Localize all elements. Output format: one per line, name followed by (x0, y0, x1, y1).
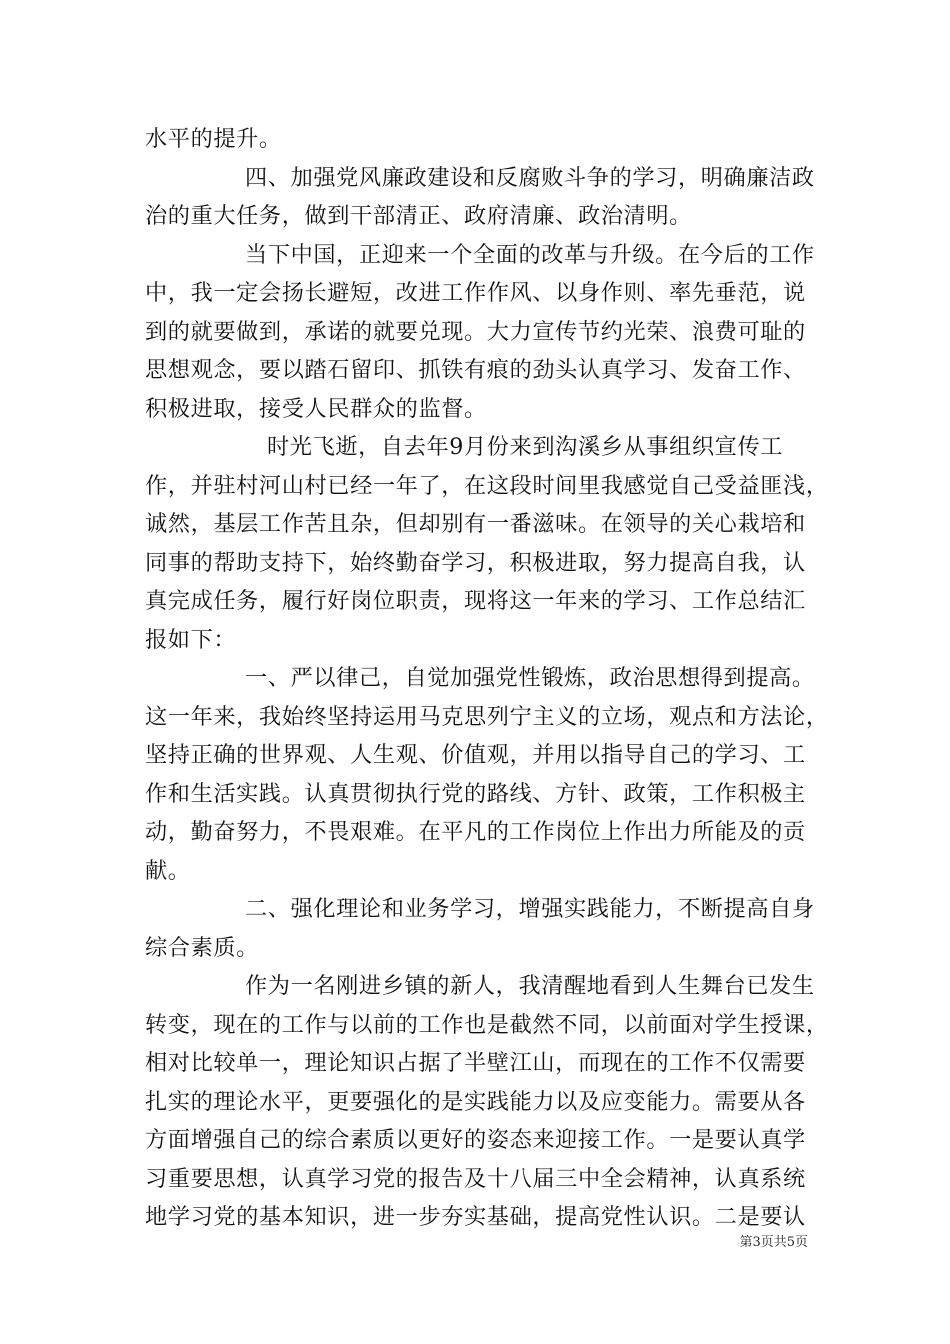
text-line: 地学习党的基本知识，进一步夯实基础，提高党性认识。二是要认 (145, 1204, 806, 1230)
text-line: 中，我一定会扬长避短，改进工作作风、以身作则、率先垂范，说 (145, 280, 806, 306)
text-line: 真完成任务，履行好岗位职责，现将这一年来的学习、工作总结汇 (145, 588, 806, 614)
text-line: 扎实的理论水平，更要强化的是实践能力以及应变能力。需要从各 (145, 1088, 806, 1115)
text-line: 诚然，基层工作苦且杂，但却别有一番滋味。在领导的关心栽培和 (145, 511, 806, 537)
text-line: 作和生活实践。认真贯彻执行党的路线、方针、政策，工作积极主 (145, 780, 806, 807)
text-line: 治的重大任务，做到干部清正、政府清廉、政治清明。 (145, 203, 692, 229)
text-line: 作为一名刚进乡镇的新人，我清醒地看到人生舞台已发生 (245, 973, 815, 999)
text-line: 习重要思想，认真学习党的报告及十八届三中全会精神，认真系统 (145, 1165, 806, 1192)
text-line: 动，勤奋努力，不畏艰难。在平凡的工作岗位上作出力所能及的贡 (145, 819, 806, 845)
text-line: 水平的提升。 (145, 126, 282, 152)
text-line: 方面增强自己的综合素质以更好的姿态来迎接工作。一是要认真学 (145, 1127, 806, 1153)
text-line: 积极进取，接受人民群众的监督。 (145, 395, 487, 422)
text-line: 当下中国，正迎来一个全面的改革与升级。在今后的工作 (245, 241, 815, 268)
text-line: 报如下： (145, 626, 237, 653)
page-number: 第3页共5页 (739, 1235, 808, 1250)
text-line: 坚持正确的世界观、人生观、价值观，并用以指导自己的学习、工 (145, 742, 806, 768)
text-line: 时光飞逝，自去年9月份来到沟溪乡从事组织宣传工 (267, 434, 784, 460)
text-line: 综合素质。 (145, 934, 259, 961)
text-line: 二、强化理论和业务学习，增强实践能力，不断提高自身 (245, 896, 815, 922)
text-line: 作，并驻村河山村已经一年了，在这段时间里我感觉自己受益匪浅， (145, 472, 829, 499)
text-line: 相对比较单一，理论知识占据了半壁江山，而现在的工作不仅需要 (145, 1050, 806, 1076)
text-line: 这一年来，我始终坚持运用马克思列宁主义的立场，观点和方法论， (145, 703, 829, 730)
text-line: 思想观念，要以踏石留印、抓铁有痕的劲头认真学习、发奋工作、 (145, 357, 806, 383)
text-line: 一、严以律己，自觉加强党性锻炼，政治思想得到提高。 (245, 665, 815, 691)
text-line: 同事的帮助支持下，始终勤奋学习，积极进取，努力提高自我，认 (145, 549, 806, 576)
text-line: 献。 (145, 857, 191, 884)
text-line: 四、加强党风廉政建设和反腐败斗争的学习，明确廉洁政 (245, 164, 815, 191)
text-line: 转变，现在的工作与以前的工作也是截然不同，以前面对学生授课， (145, 1011, 829, 1038)
document-body (145, 120, 829, 1237)
text-line: 到的就要做到，承诺的就要兑现。大力宣传节约光荣、浪费可耻的 (145, 318, 806, 345)
